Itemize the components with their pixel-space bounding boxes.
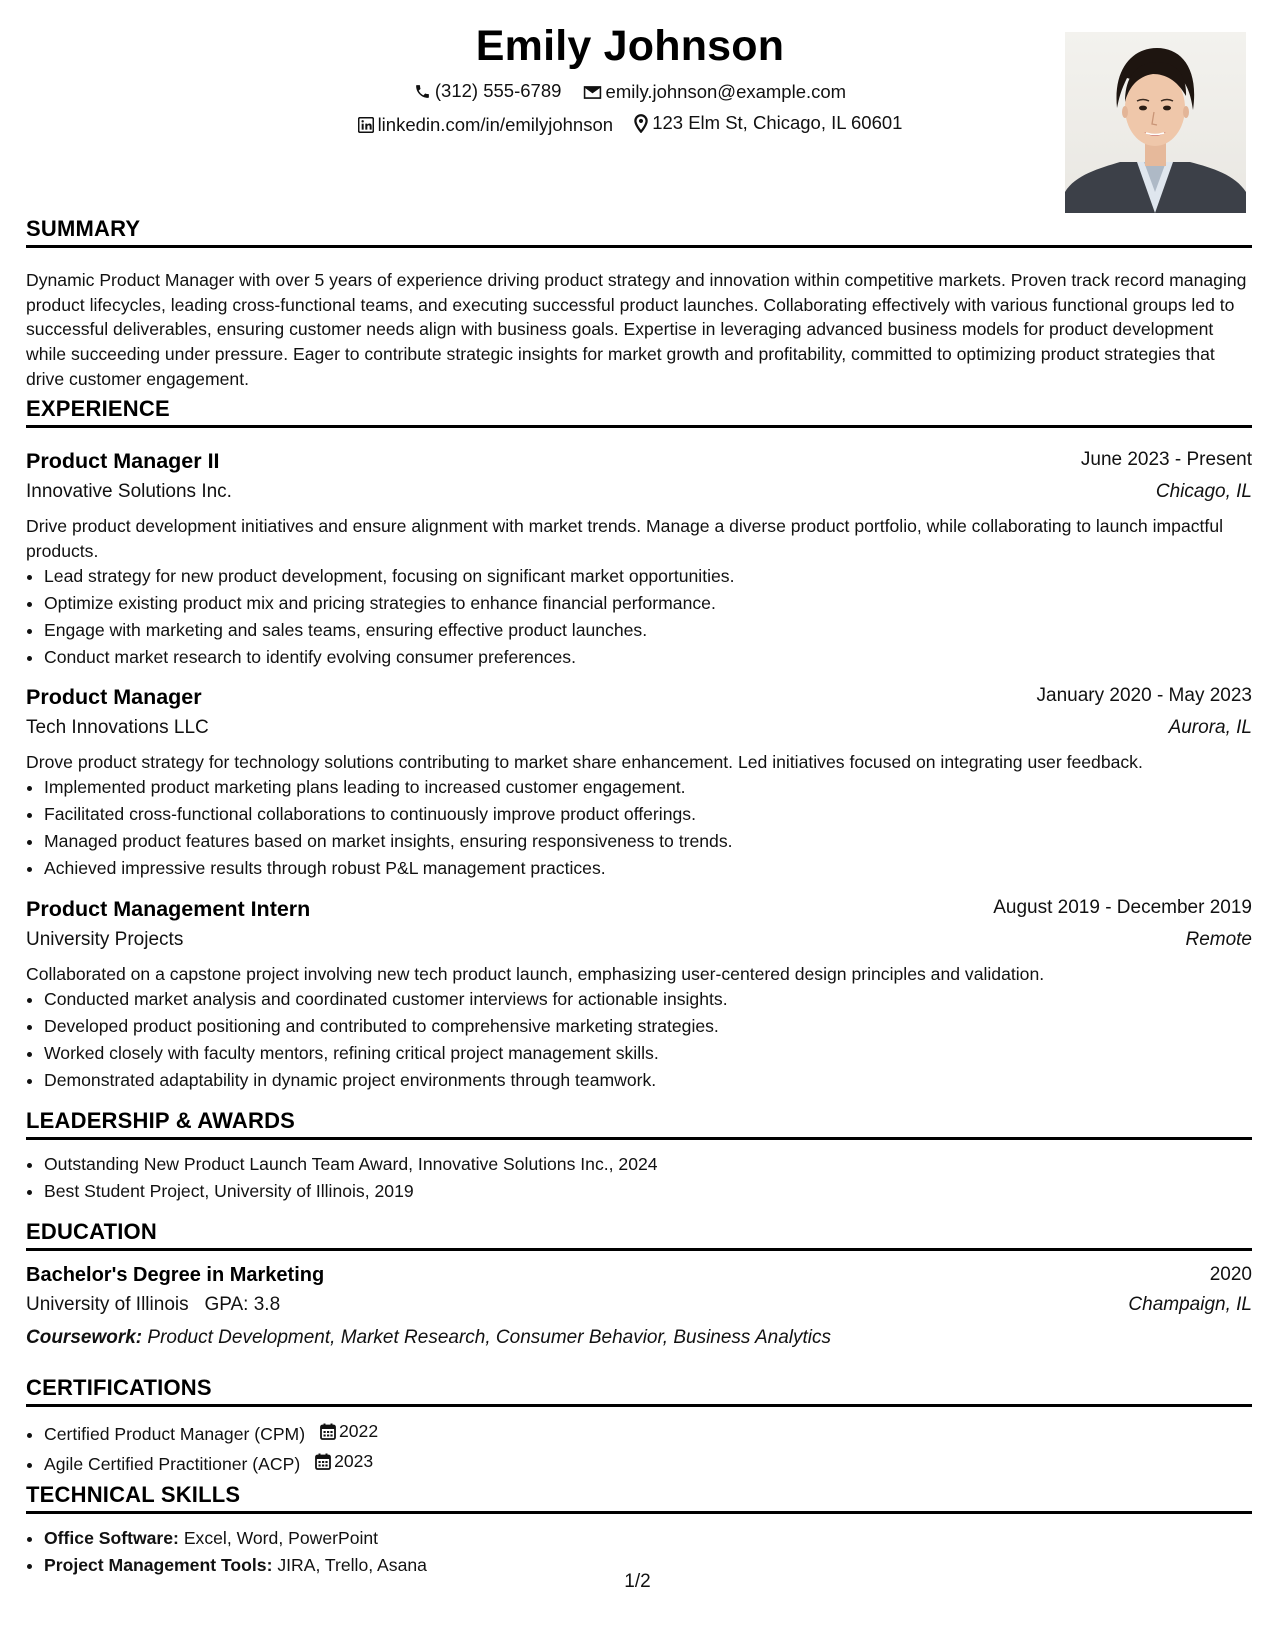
list-item: • Conducted market analysis and coordinated customer interviews for actionable insights. xyxy=(44,986,1270,1013)
skill-value: Excel, Word, PowerPoint xyxy=(183,1528,379,1548)
certification-name: Agile Certified Practitioner (ACP) xyxy=(44,1454,301,1474)
job-company: Tech Innovations LLC xyxy=(26,717,209,738)
job-bullet-list xyxy=(26,563,1270,671)
linkedin-icon xyxy=(358,117,374,133)
skill-label: Project Management Tools: xyxy=(44,1555,273,1575)
job-dates: August 2019 - December 2019 xyxy=(993,897,1252,918)
awards-list xyxy=(26,1151,1270,1205)
job-location: Aurora, IL xyxy=(1168,717,1252,738)
calendar-icon xyxy=(320,1423,336,1440)
skill-value: JIRA, Trello, Asana xyxy=(277,1555,427,1575)
phone-icon xyxy=(414,83,431,100)
school-location: Champaign, IL xyxy=(1128,1294,1252,1315)
address-text: 123 Elm St, Chicago, IL 60601 xyxy=(652,112,903,133)
job-description: Drive product development initiatives and ensure alignment with market trends. Manage a diverse product portfolio, while collaborating to launch impactful products. xyxy=(26,516,1224,561)
certification-date xyxy=(315,1448,373,1475)
degree-title: Bachelor's Degree in Marketing xyxy=(26,1264,325,1286)
calendar-icon xyxy=(315,1453,331,1470)
school-name: University of Illinois xyxy=(26,1294,189,1315)
page-number: 1/2 xyxy=(624,1571,651,1592)
section-title-experience: EXPERIENCE xyxy=(26,396,1252,428)
list-item: • Worked closely with faculty mentors, refining critical project management skills. xyxy=(44,1040,1270,1067)
envelope-icon xyxy=(583,85,602,100)
list-item: • Implemented product marketing plans leading to increased customer engagement. xyxy=(44,774,1270,801)
linkedin-contact[interactable] xyxy=(358,114,613,136)
certification-name: Certified Product Manager (CPM) xyxy=(44,1424,306,1444)
job-description: Drove product strategy for technology solutions contributing to market share enhancement. Led initiatives focused on integrating user feedback. xyxy=(26,752,1143,772)
list-item: • Outstanding New Product Launch Team Award, Innovative Solutions Inc., 2024 xyxy=(44,1151,1270,1178)
list-item: • Developed product positioning and contributed to comprehensive marketing strategies. xyxy=(44,1013,1270,1040)
summary-text: Dynamic Product Manager with over 5 years of experience driving product strategy and innovation within competitive markets. Proven track record managing product lifecycles, leading cross-functional teams, and executing successful product launches. Collaborating effectively with various functional groups led to successful deliverables, ensuring customer needs align with business goals. Expertise in leveraging advanced business models for product development while succeeding under pressure. Eager to contribute strategic insights for market growth and profitability, committed to optimizing product strategies that drive customer engagement. xyxy=(26,270,1247,389)
job-header xyxy=(26,449,1252,477)
job-dates: January 2020 - May 2023 xyxy=(1036,685,1252,706)
job-location: Chicago, IL xyxy=(1155,481,1252,502)
certifications-list xyxy=(26,1418,1270,1478)
map-pin-icon xyxy=(634,114,648,133)
list-item: • Best Student Project, University of Illinois, 2019 xyxy=(44,1178,1270,1205)
job-location: Remote xyxy=(1185,929,1252,950)
list-item: • Demonstrated adaptability in dynamic project environments through teamwork. xyxy=(44,1067,1270,1094)
list-item: • Conduct market research to identify evolving consumer preferences. xyxy=(44,644,1270,671)
degree-year: 2020 xyxy=(1209,1264,1252,1285)
job-title: Product Management Intern xyxy=(26,897,311,921)
certification-year: 2023 xyxy=(334,1451,374,1471)
job-bullet-list xyxy=(26,774,1270,882)
list-item xyxy=(44,1418,1270,1448)
email-text[interactable]: emily.johnson@example.com xyxy=(605,81,847,102)
list-item: • Managed product features based on market insights, ensuring responsiveness to trends. xyxy=(44,828,1270,855)
school-info xyxy=(26,1294,280,1316)
school-row xyxy=(26,1294,1252,1322)
list-item: • Facilitated cross-functional collaborations to continuously improve product offerings. xyxy=(44,801,1270,828)
job-company-row xyxy=(26,481,1252,509)
profile-photo xyxy=(1065,32,1246,213)
coursework-list: Product Development, Market Research, Consumer Behavior, Business Analytics xyxy=(147,1327,832,1348)
resume-header xyxy=(0,0,1275,215)
list-item: • Engage with marketing and sales teams, ensuring effective product launches. xyxy=(44,617,1270,644)
job-description: Collaborated on a capstone project involving new tech product launch, emphasizing user-centered design principles and validation. xyxy=(26,964,1045,984)
section-title-certifications: CERTIFICATIONS xyxy=(26,1375,1252,1407)
email-contact[interactable] xyxy=(583,81,847,103)
job-company-row xyxy=(26,717,1252,745)
list-item: • Optimize existing product mix and pricing strategies to enhance financial performance. xyxy=(44,590,1270,617)
job-bullet-list xyxy=(26,986,1270,1094)
skill-label: Office Software: xyxy=(44,1528,179,1548)
coursework-line xyxy=(26,1327,831,1349)
job-company: University Projects xyxy=(26,929,184,950)
address-contact xyxy=(634,112,902,134)
job-company: Innovative Solutions Inc. xyxy=(26,481,232,502)
degree-row xyxy=(26,1264,1252,1292)
job-title: Product Manager II xyxy=(26,449,220,473)
list-item xyxy=(44,1448,1270,1478)
job-header xyxy=(26,897,1252,925)
certification-year: 2022 xyxy=(338,1421,379,1441)
job-company-row xyxy=(26,929,1252,957)
section-title-education: EDUCATION xyxy=(26,1219,1252,1251)
section-title-skills: TECHNICAL SKILLS xyxy=(26,1482,1252,1514)
section-title-summary: SUMMARY xyxy=(26,216,1252,248)
phone-contact xyxy=(414,80,562,102)
list-item: • Achieved impressive results through robust P&L management practices. xyxy=(44,855,1270,882)
section-title-leadership: LEADERSHIP & AWARDS xyxy=(26,1108,1252,1140)
school-gpa: GPA: 3.8 xyxy=(204,1294,281,1315)
phone-text: (312) 555-6789 xyxy=(434,80,562,101)
linkedin-text[interactable]: linkedin.com/in/emilyjohnson xyxy=(377,113,614,135)
certification-date xyxy=(320,1418,378,1445)
job-header xyxy=(26,685,1252,713)
list-item xyxy=(44,1525,1270,1552)
coursework-label: Coursework: xyxy=(26,1327,143,1348)
candidate-name: Emily Johnson xyxy=(475,22,785,70)
list-item: • Lead strategy for new product development, focusing on significant market opportunities. xyxy=(44,563,1270,590)
job-title: Product Manager xyxy=(26,685,202,709)
job-dates: June 2023 - Present xyxy=(1080,449,1252,470)
